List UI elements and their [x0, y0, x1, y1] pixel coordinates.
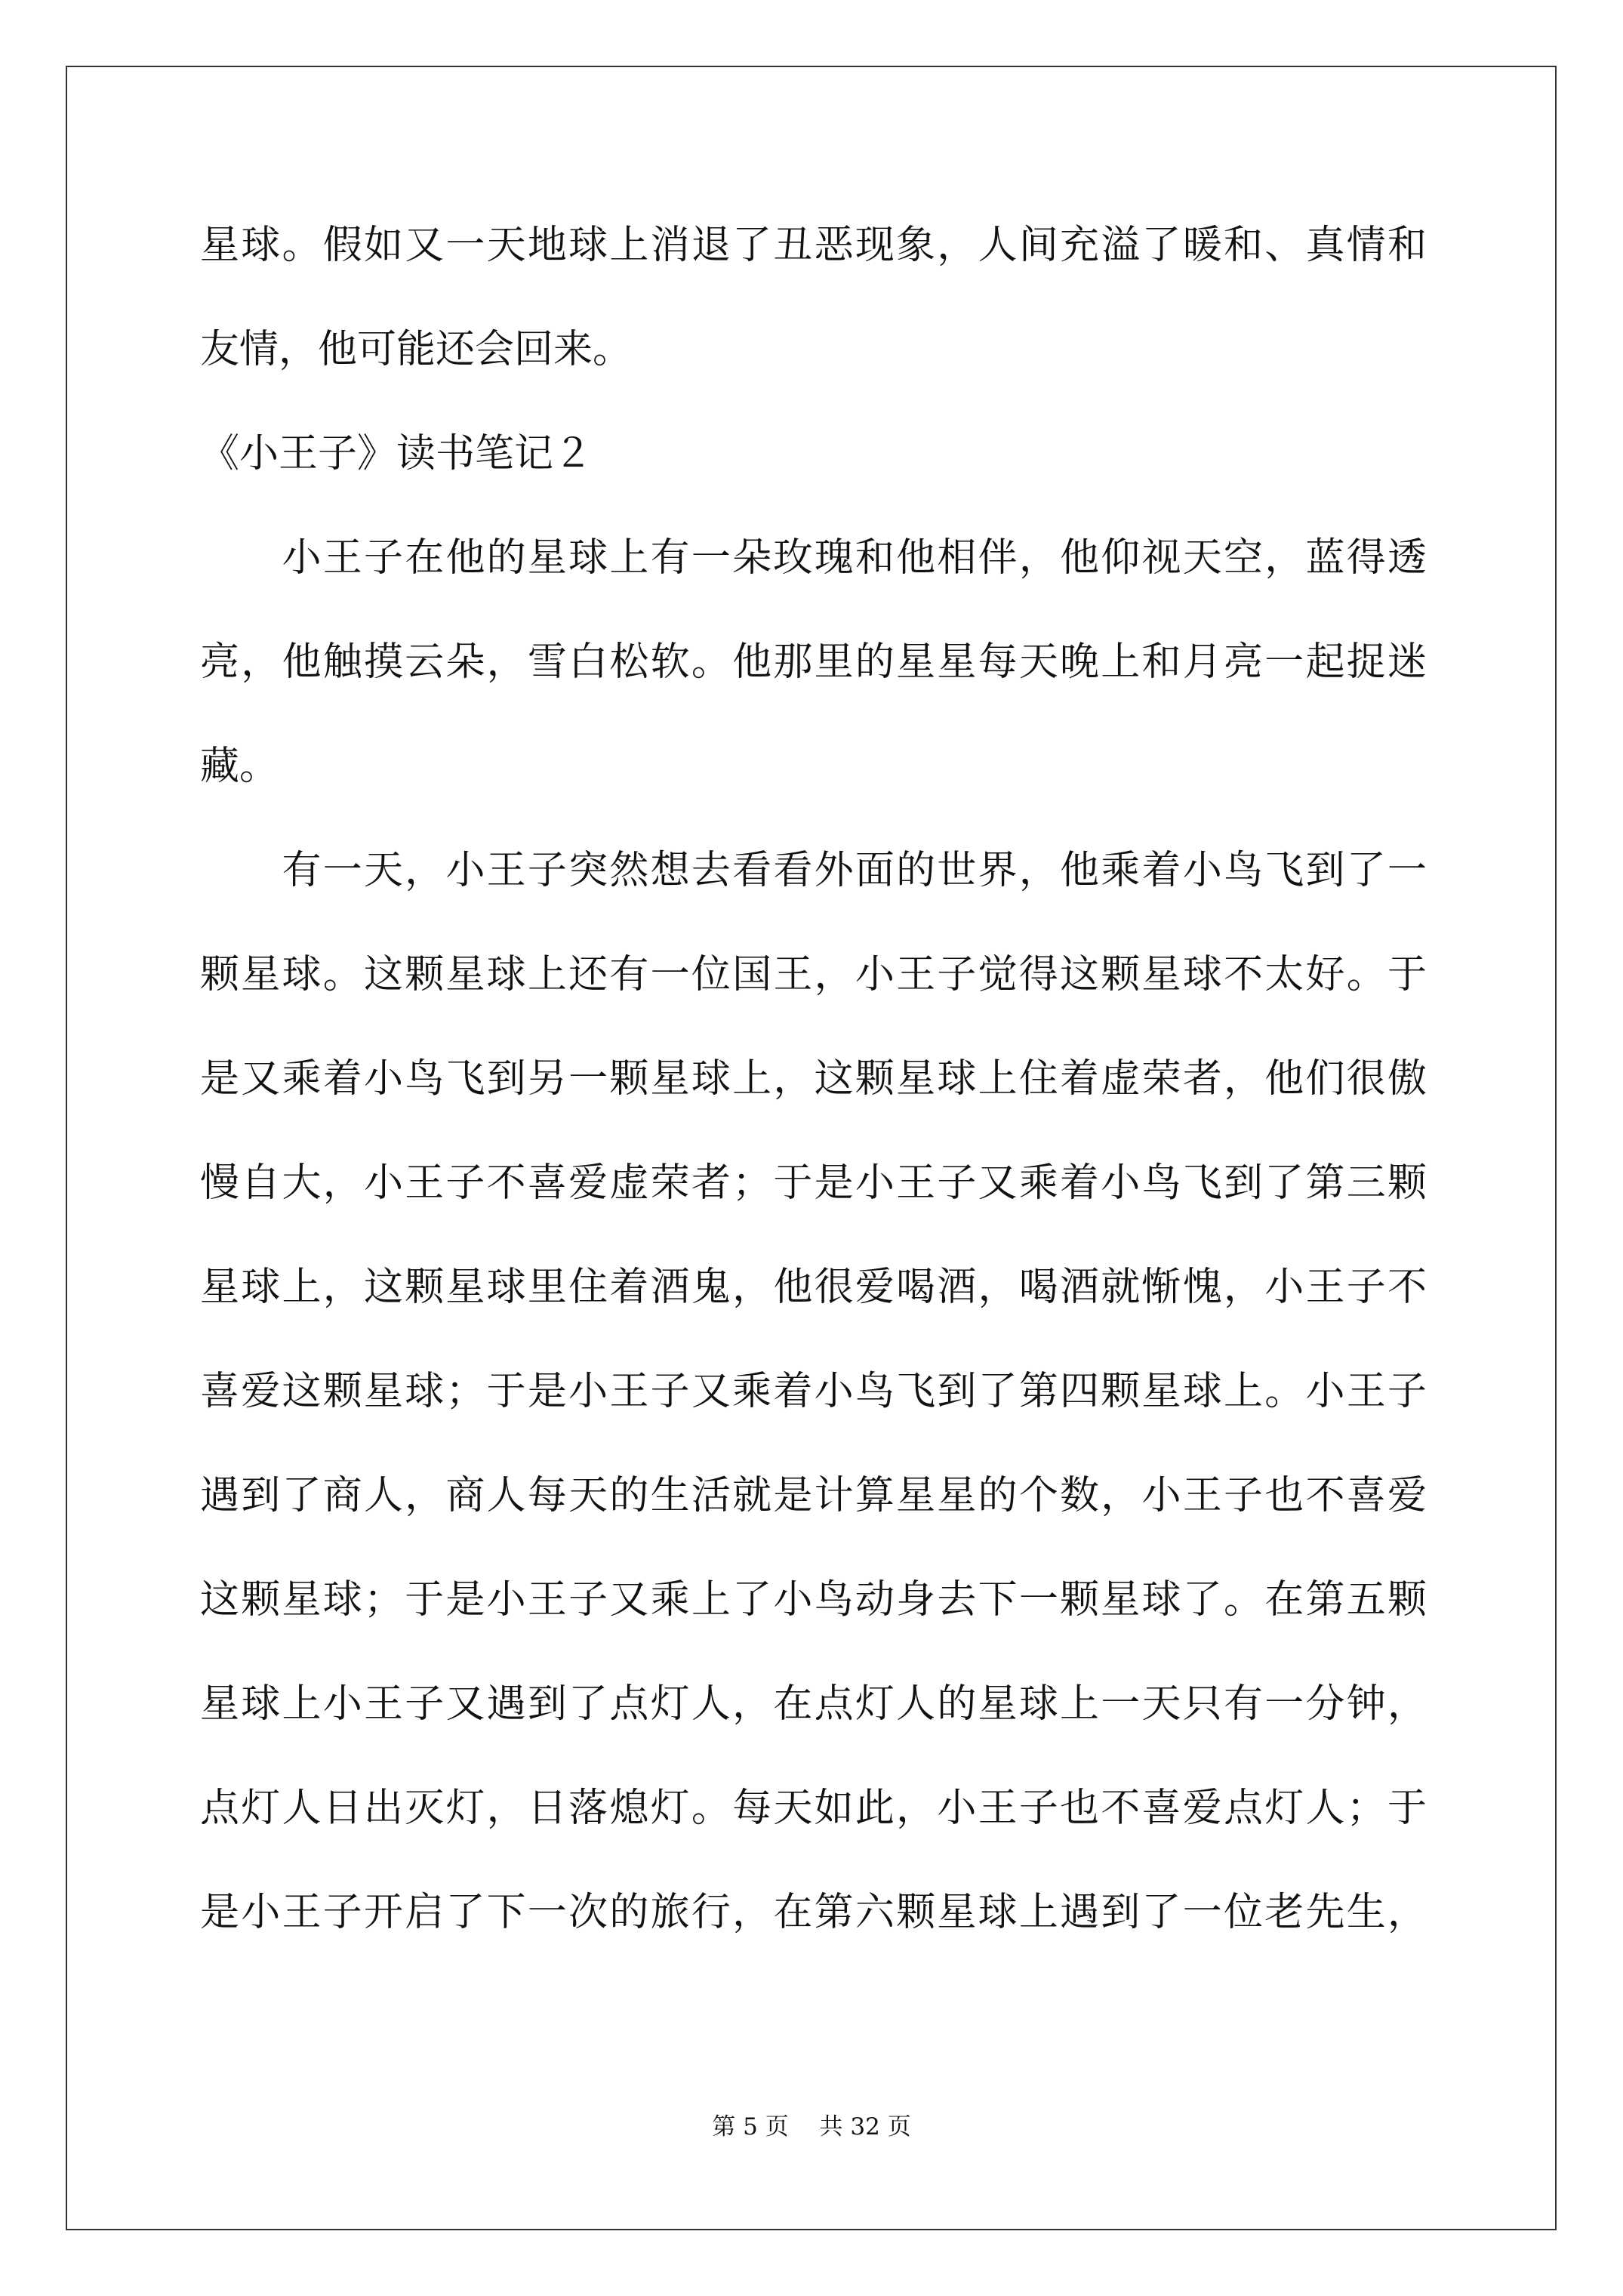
text-line: 慢自大，小王子不喜爱虚荣者；于是小王子又乘着小鸟飞到了第三颗: [200, 1160, 1427, 1206]
text-line: 星球上，这颗星球里住着酒鬼，他很爱喝酒，喝酒就惭愧，小王子不: [200, 1265, 1427, 1310]
document-body: [200, 215, 1427, 1986]
section-heading: 《小王子》读书笔记２: [200, 431, 593, 476]
page-number-footer: 第 5 页 共 32 页: [712, 2113, 911, 2140]
text-line: 遇到了商人，商人每天的生活就是计算星星的个数，小王子也不喜爱: [200, 1473, 1427, 1518]
text-line: 亮，他触摸云朵，雪白松软。他那里的星星每天晚上和月亮一起捉迷: [200, 639, 1427, 685]
text-line: 点灯人日出灭灯，日落熄灯。每天如此，小王子也不喜爱点灯人；于: [200, 1786, 1427, 1831]
text-line: 小王子在他的星球上有一朵玫瑰和他相伴，他仰视天空，蓝得透: [200, 535, 1427, 581]
text-line: 这颗星球；于是小王子又乘上了小鸟动身去下一颗星球了。在第五颗: [200, 1577, 1427, 1623]
text-line: 喜爱这颗星球；于是小王子又乘着小鸟飞到了第四颗星球上。小王子: [200, 1369, 1427, 1414]
text-line: 星球。假如又一天地球上消退了丑恶现象，人间充溢了暖和、真情和: [200, 223, 1427, 268]
text-line: 藏。: [200, 744, 279, 789]
text-line: 颗星球。这颗星球上还有一位国王，小王子觉得这颗星球不太好。于: [200, 952, 1427, 997]
text-line: 是又乘着小鸟飞到另一颗星球上，这颗星球上住着虚荣者，他们很傲: [200, 1056, 1427, 1102]
text-line: 星球上小王子又遇到了点灯人，在点灯人的星球上一天只有一分钟，: [200, 1681, 1427, 1727]
text-line: 是小王子开启了下一次的旅行，在第六颗星球上遇到了一位老先生，: [200, 1890, 1427, 1935]
text-line: 有一天，小王子突然想去看看外面的世界，他乘着小鸟飞到了一: [200, 848, 1427, 893]
text-line: 友情，他可能还会回来。: [200, 327, 633, 372]
